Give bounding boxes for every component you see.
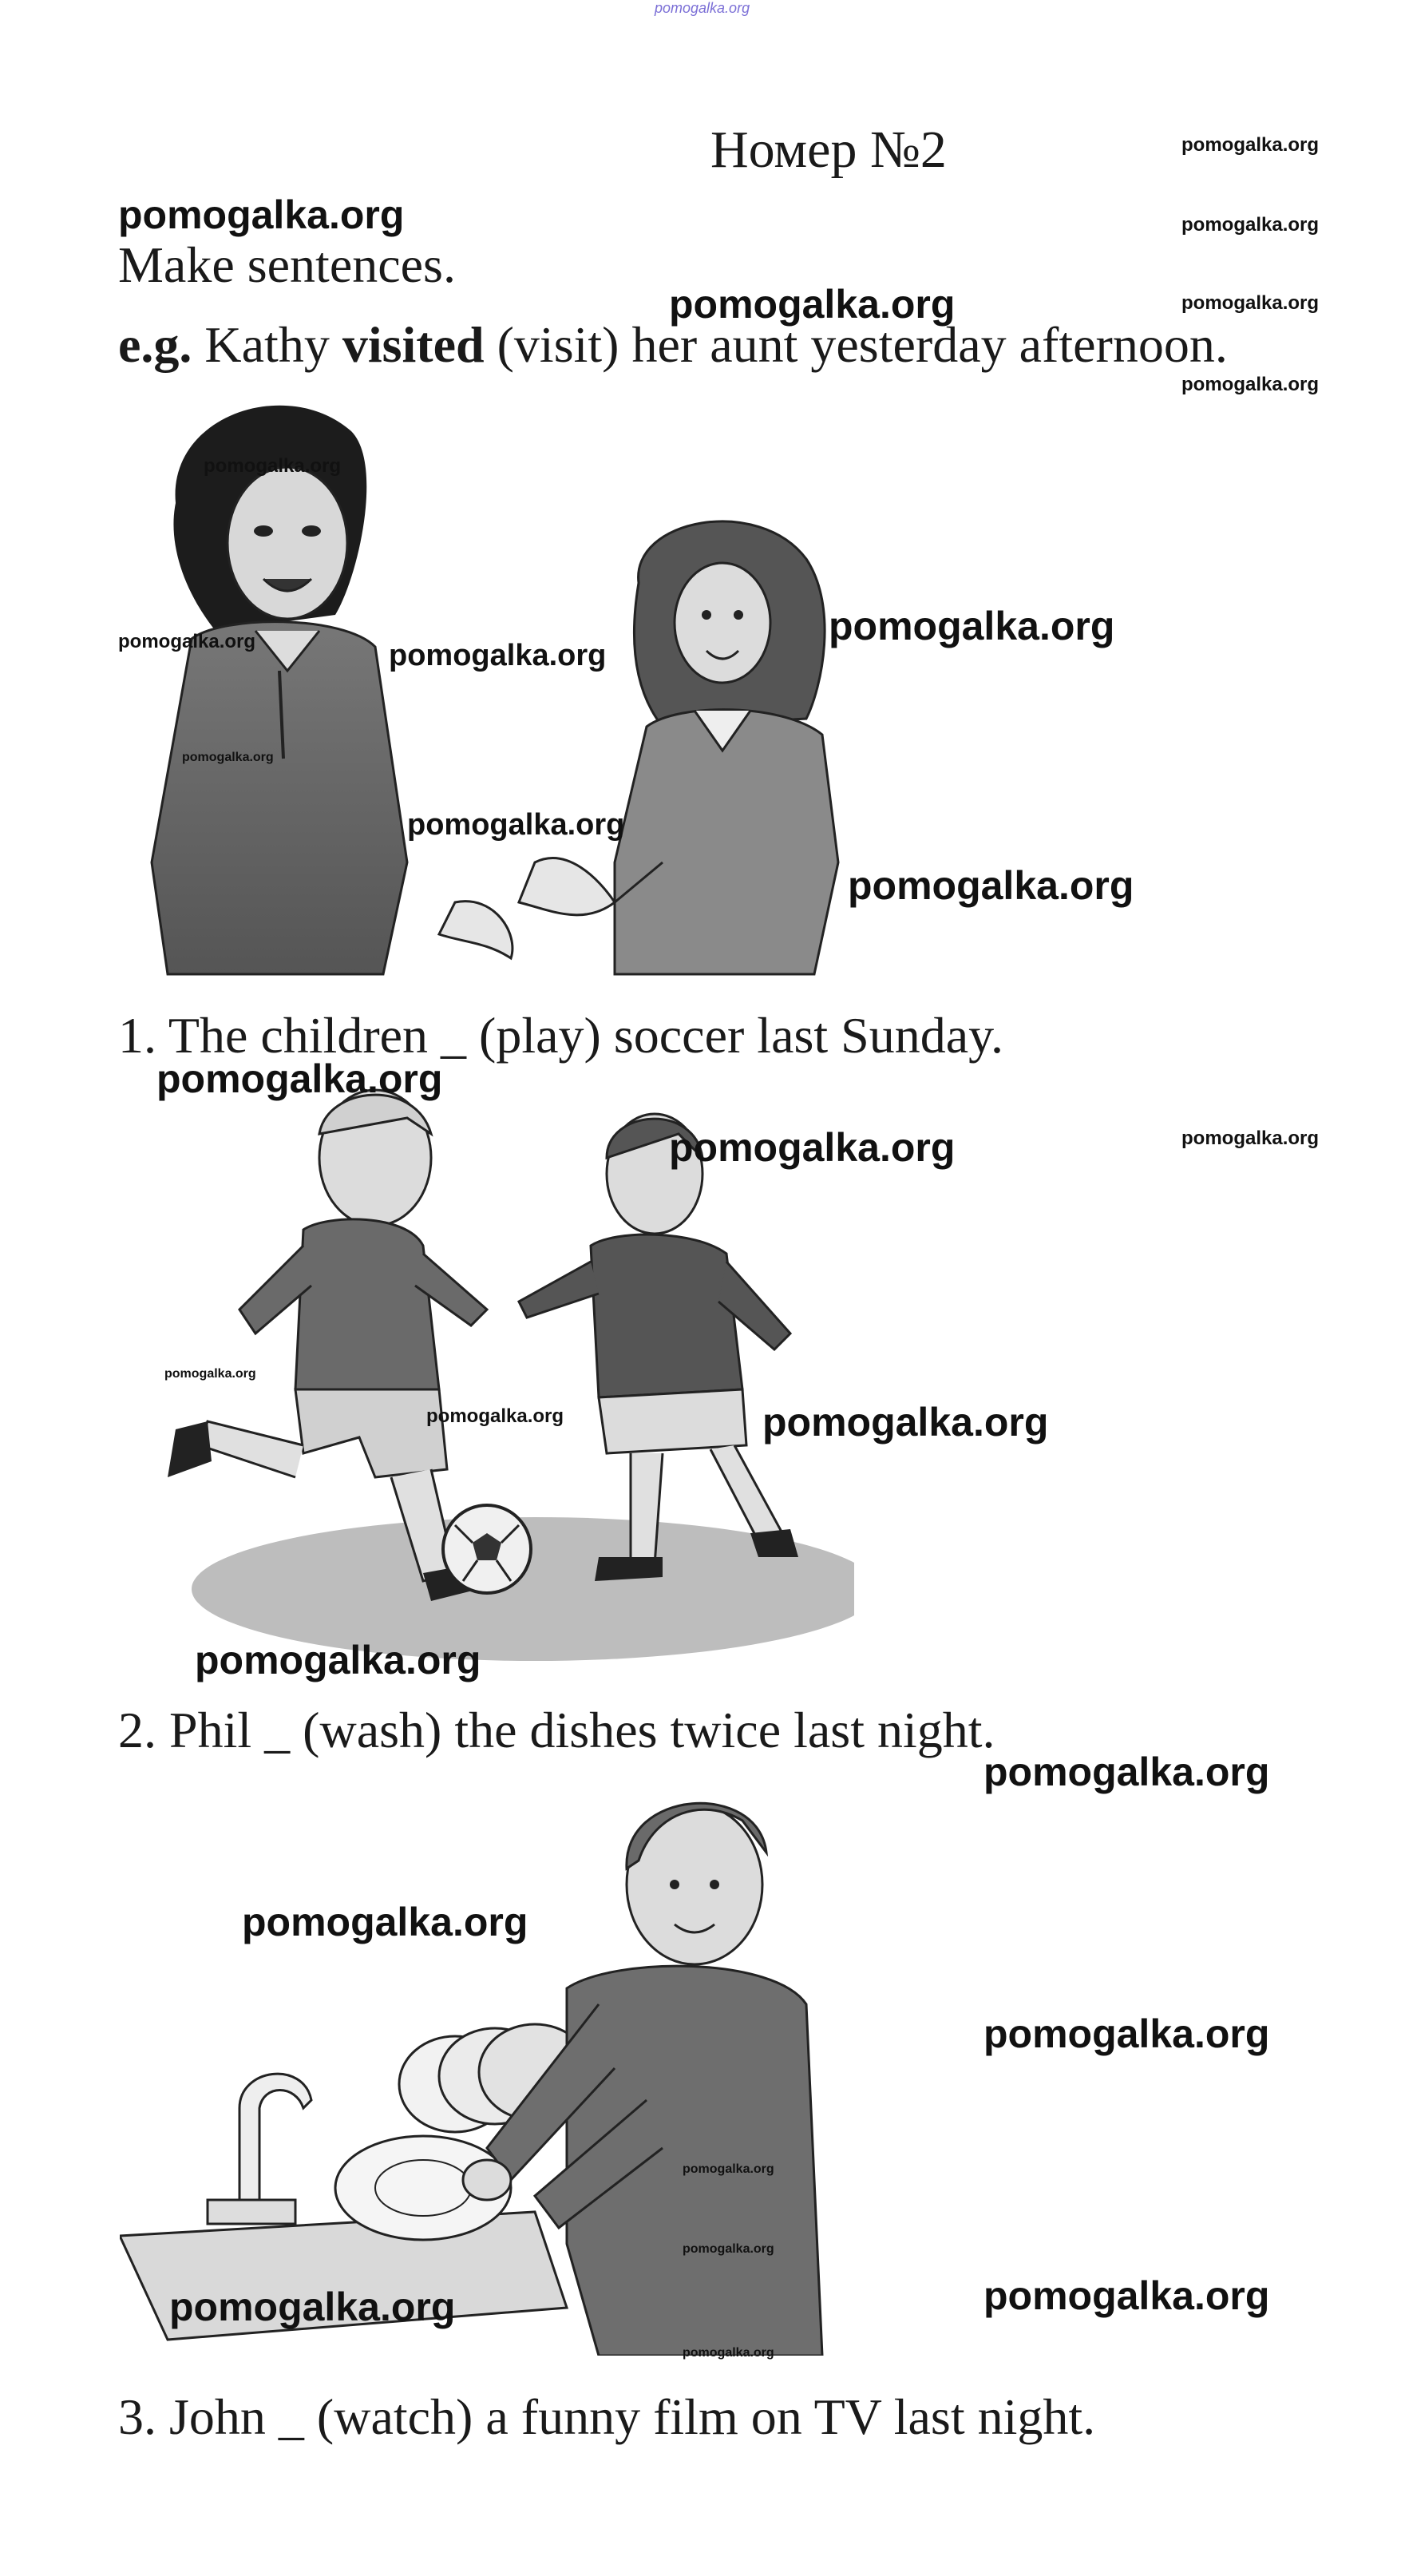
watermark: pomogalka.org xyxy=(983,1750,1270,1794)
watermark: pomogalka.org xyxy=(762,1400,1049,1445)
sentence-1: 1. The children _ (play) soccer last Sunday. xyxy=(118,1007,1003,1064)
watermark: pomogalka.org xyxy=(669,282,956,327)
example-rest: (visit) her aunt yesterday afternoon. xyxy=(484,316,1228,373)
watermark: pomogalka.org xyxy=(204,455,342,477)
illustration-man-washing-dishes xyxy=(120,1765,838,2356)
watermark: pomogalka.org xyxy=(683,2162,774,2176)
watermark: pomogalka.org xyxy=(683,2242,774,2256)
watermark: pomogalka.org xyxy=(983,2273,1270,2318)
watermark: pomogalka.org xyxy=(1181,214,1320,236)
sentence-3: 3. John _ (watch) a funny film on TV last night. xyxy=(118,2388,1096,2445)
watermark: pomogalka.org xyxy=(407,808,625,842)
watermark: pomogalka.org xyxy=(683,2346,774,2360)
watermark: pomogalka.org xyxy=(1181,1127,1320,1149)
watermark: pomogalka.org xyxy=(118,631,256,652)
watermark: pomogalka.org xyxy=(156,1056,443,1101)
watermark: pomogalka.org xyxy=(669,1125,956,1170)
watermark: pomogalka.org xyxy=(389,639,607,672)
watermark: pomogalka.org xyxy=(164,1367,256,1381)
watermark: pomogalka.org xyxy=(983,2011,1270,2056)
watermark: pomogalka.org xyxy=(1181,134,1320,156)
watermark: pomogalka.org xyxy=(1181,374,1320,395)
watermark: pomogalka.org xyxy=(169,2285,456,2329)
watermark: pomogalka.org xyxy=(426,1405,564,1427)
sentence-2: 2. Phil _ (wash) the dishes twice last night. xyxy=(118,1702,995,1758)
example-prefix: e.g. xyxy=(118,316,192,373)
watermark: pomogalka.org xyxy=(195,1638,481,1682)
example-subject: Kathy xyxy=(192,316,342,373)
example-answer: visited xyxy=(342,316,485,373)
watermark: pomogalka.org xyxy=(1181,292,1320,314)
watermark: pomogalka.org xyxy=(242,1900,528,1944)
top-watermark: pomogalka.org xyxy=(655,0,750,16)
watermark: pomogalka.org xyxy=(182,751,274,764)
watermark: pomogalka.org xyxy=(848,863,1134,908)
watermark: pomogalka.org xyxy=(118,192,405,237)
page-title: Номер №2 xyxy=(710,121,947,179)
instruction-text: Make sentences. xyxy=(118,236,456,293)
watermark: pomogalka.org xyxy=(829,604,1115,648)
